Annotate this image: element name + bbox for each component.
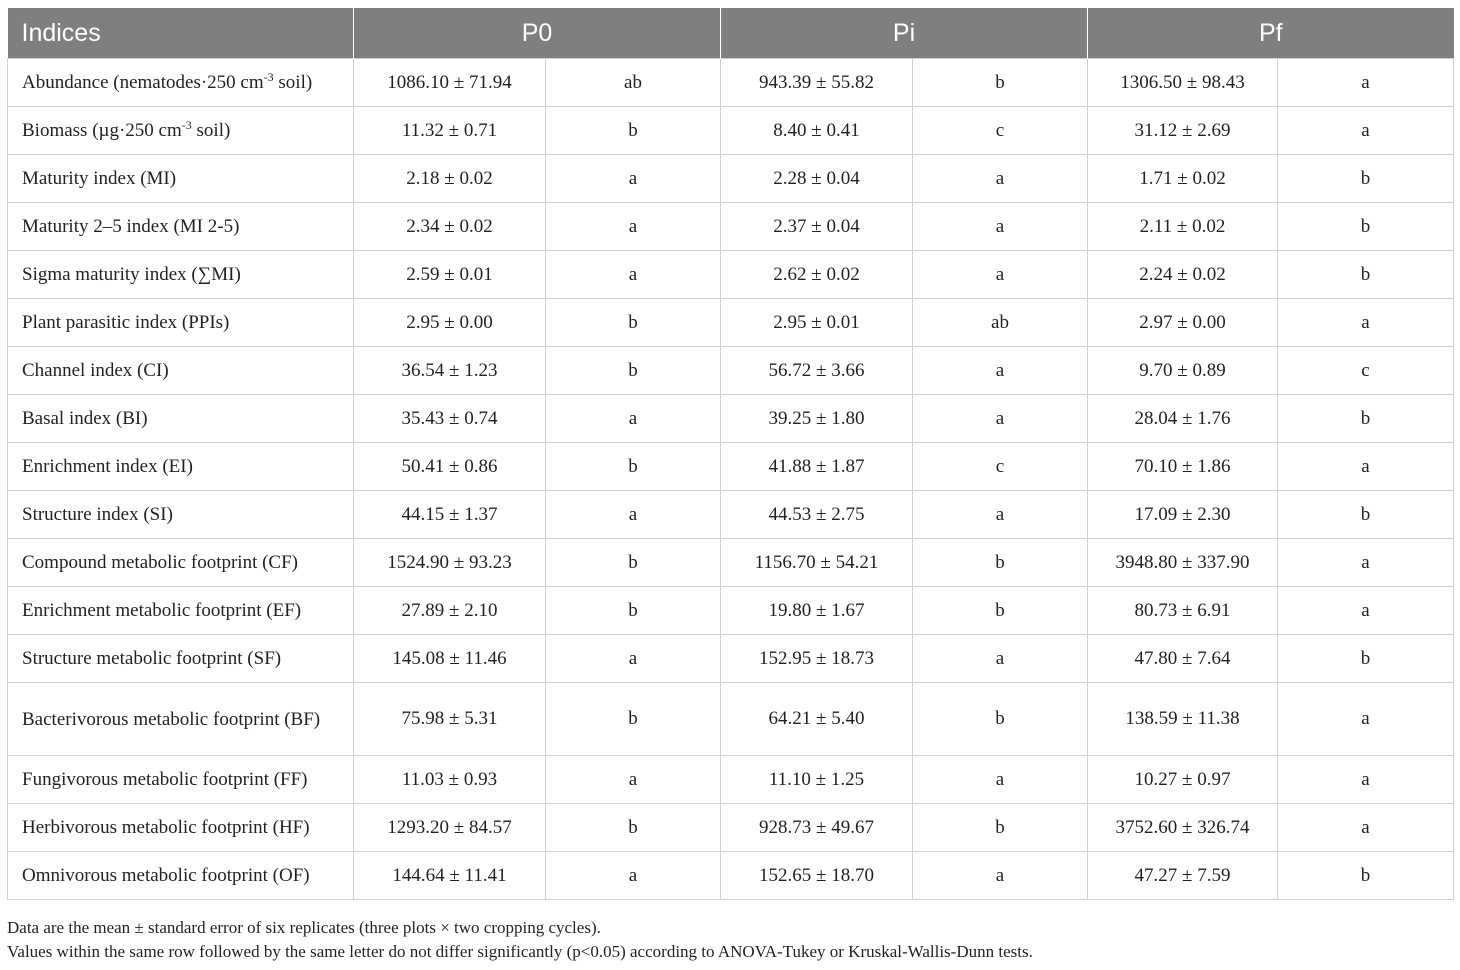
pf-value-cell: 31.12 ± 2.69: [1088, 107, 1278, 155]
table-row: [8, 587, 1454, 635]
p0-value-cell: 50.41 ± 0.86: [354, 443, 546, 491]
row-label: [8, 756, 354, 804]
pf-value-cell: 2.97 ± 0.00: [1088, 299, 1278, 347]
pi-value-cell: 152.95 ± 18.73: [721, 635, 913, 683]
row-label-text: Biomass (µg·250 cm: [22, 120, 182, 141]
p0-letter-cell: a: [546, 395, 721, 443]
pi-letter-cell: a: [913, 347, 1088, 395]
pi-value-cell: 64.21 ± 5.40: [721, 683, 913, 756]
row-label-text: Fungivorous metabolic footprint (FF): [22, 769, 308, 790]
header-pi: Pi: [721, 8, 1088, 59]
pf-value-cell: 10.27 ± 0.97: [1088, 756, 1278, 804]
pf-value-cell: 3752.60 ± 326.74: [1088, 804, 1278, 852]
table-row: [8, 491, 1454, 539]
row-label: [8, 347, 354, 395]
row-label-text: Abundance (nematodes·250 cm: [22, 72, 264, 93]
pf-letter-cell: a: [1278, 107, 1454, 155]
p0-value-cell: 2.59 ± 0.01: [354, 251, 546, 299]
pf-value-cell: 47.27 ± 7.59: [1088, 852, 1278, 900]
pi-letter-cell: b: [913, 683, 1088, 756]
p0-value-cell: 11.32 ± 0.71: [354, 107, 546, 155]
pf-value-cell: 17.09 ± 2.30: [1088, 491, 1278, 539]
row-label: [8, 395, 354, 443]
row-label-text: Plant parasitic index (PPIs): [22, 312, 230, 333]
table-row: [8, 59, 1454, 107]
pf-value-cell: 28.04 ± 1.76: [1088, 395, 1278, 443]
table-row: [8, 852, 1454, 900]
p0-letter-cell: b: [546, 107, 721, 155]
pi-letter-cell: a: [913, 203, 1088, 251]
p0-letter-cell: a: [546, 852, 721, 900]
row-label: [8, 491, 354, 539]
footnote-replicates: Data are the mean ± standard error of six replicates (three plots × two cropping cycles).: [7, 918, 601, 937]
pf-letter-cell: a: [1278, 443, 1454, 491]
p0-value-cell: 2.34 ± 0.02: [354, 203, 546, 251]
pi-value-cell: 19.80 ± 1.67: [721, 587, 913, 635]
row-label-text: Enrichment index (EI): [22, 456, 193, 477]
pi-letter-cell: a: [913, 756, 1088, 804]
table-row: [8, 251, 1454, 299]
pf-value-cell: 80.73 ± 6.91: [1088, 587, 1278, 635]
pf-letter-cell: a: [1278, 683, 1454, 756]
p0-letter-cell: b: [546, 299, 721, 347]
row-label-text: Structure index (SI): [22, 504, 173, 525]
table-row: [8, 756, 1454, 804]
p0-value-cell: 1086.10 ± 71.94: [354, 59, 546, 107]
table-row: [8, 299, 1454, 347]
row-label: [8, 683, 354, 756]
header-row: [8, 8, 1454, 59]
row-label: [8, 635, 354, 683]
footnote-significance: Values within the same row followed by the same letter do not differ significantly (p<0.05) according to ANOVA-Tukey or Kruskal-Wallis-Dunn tests.: [7, 942, 1033, 961]
p0-letter-cell: b: [546, 443, 721, 491]
pf-value-cell: 1.71 ± 0.02: [1088, 155, 1278, 203]
pi-letter-cell: ab: [913, 299, 1088, 347]
pi-value-cell: 11.10 ± 1.25: [721, 756, 913, 804]
pf-letter-cell: a: [1278, 804, 1454, 852]
table-row: [8, 804, 1454, 852]
pi-value-cell: 41.88 ± 1.87: [721, 443, 913, 491]
p0-letter-cell: b: [546, 683, 721, 756]
pi-value-cell: 2.62 ± 0.02: [721, 251, 913, 299]
pi-letter-cell: b: [913, 539, 1088, 587]
p0-letter-cell: a: [546, 635, 721, 683]
p0-value-cell: 11.03 ± 0.93: [354, 756, 546, 804]
pi-letter-cell: a: [913, 852, 1088, 900]
row-label: [8, 539, 354, 587]
pf-letter-cell: a: [1278, 539, 1454, 587]
row-label-text: Herbivorous metabolic footprint (HF): [22, 817, 310, 838]
pi-letter-cell: a: [913, 155, 1088, 203]
row-label: [8, 107, 354, 155]
p0-letter-cell: a: [546, 491, 721, 539]
p0-letter-cell: b: [546, 587, 721, 635]
pf-value-cell: 1306.50 ± 98.43: [1088, 59, 1278, 107]
row-label-text: Omnivorous metabolic footprint (OF): [22, 865, 310, 886]
pi-letter-cell: b: [913, 587, 1088, 635]
pi-letter-cell: b: [913, 59, 1088, 107]
pi-value-cell: 2.95 ± 0.01: [721, 299, 913, 347]
table-row: [8, 539, 1454, 587]
pf-letter-cell: a: [1278, 587, 1454, 635]
table-footnotes: [7, 916, 1033, 964]
pf-value-cell: 70.10 ± 1.86: [1088, 443, 1278, 491]
p0-value-cell: 145.08 ± 11.46: [354, 635, 546, 683]
table-row: [8, 155, 1454, 203]
pf-value-cell: 47.80 ± 7.64: [1088, 635, 1278, 683]
pi-value-cell: 943.39 ± 55.82: [721, 59, 913, 107]
pf-value-cell: 138.59 ± 11.38: [1088, 683, 1278, 756]
pi-value-cell: 152.65 ± 18.70: [721, 852, 913, 900]
header-p0: P0: [354, 8, 721, 59]
header-indices: Indices: [8, 8, 354, 59]
pi-letter-cell: c: [913, 107, 1088, 155]
p0-value-cell: 144.64 ± 11.41: [354, 852, 546, 900]
pf-value-cell: 9.70 ± 0.89: [1088, 347, 1278, 395]
p0-letter-cell: b: [546, 804, 721, 852]
p0-letter-cell: a: [546, 155, 721, 203]
row-label-text: Bacterivorous metabolic footprint (BF): [22, 708, 321, 730]
pi-letter-cell: a: [913, 251, 1088, 299]
pi-value-cell: 8.40 ± 0.41: [721, 107, 913, 155]
p0-value-cell: 36.54 ± 1.23: [354, 347, 546, 395]
pf-letter-cell: b: [1278, 491, 1454, 539]
row-label-superscript: -3: [263, 70, 274, 84]
row-label-text: Enrichment metabolic footprint (EF): [22, 600, 302, 621]
pf-letter-cell: a: [1278, 756, 1454, 804]
p0-value-cell: 75.98 ± 5.31: [354, 683, 546, 756]
p0-value-cell: 1524.90 ± 93.23: [354, 539, 546, 587]
row-label-tail: soil): [191, 120, 231, 141]
row-label-text: Maturity index (MI): [22, 168, 177, 189]
pf-letter-cell: a: [1278, 299, 1454, 347]
p0-letter-cell: b: [546, 347, 721, 395]
pi-value-cell: 56.72 ± 3.66: [721, 347, 913, 395]
table-row: [8, 347, 1454, 395]
p0-value-cell: 2.95 ± 0.00: [354, 299, 546, 347]
row-label-superscript: -3: [181, 118, 192, 132]
row-label-text: Maturity 2–5 index (MI 2-5): [22, 216, 240, 237]
pf-letter-cell: b: [1278, 155, 1454, 203]
p0-letter-cell: a: [546, 756, 721, 804]
pf-value-cell: 2.11 ± 0.02: [1088, 203, 1278, 251]
row-label: [8, 587, 354, 635]
pf-letter-cell: b: [1278, 852, 1454, 900]
row-label: [8, 443, 354, 491]
row-label-text: Channel index (CI): [22, 360, 169, 381]
pi-value-cell: 928.73 ± 49.67: [721, 804, 913, 852]
results-table: [7, 8, 1454, 900]
pi-letter-cell: a: [913, 635, 1088, 683]
pi-value-cell: 2.37 ± 0.04: [721, 203, 913, 251]
table-row: [8, 395, 1454, 443]
row-label: [8, 251, 354, 299]
row-label-tail: soil): [273, 72, 313, 93]
row-label-text: Compound metabolic footprint (CF): [22, 552, 299, 573]
row-label: [8, 852, 354, 900]
pf-value-cell: 3948.80 ± 337.90: [1088, 539, 1278, 587]
p0-value-cell: 35.43 ± 0.74: [354, 395, 546, 443]
pf-letter-cell: c: [1278, 347, 1454, 395]
pf-letter-cell: b: [1278, 635, 1454, 683]
table-row: [8, 635, 1454, 683]
row-label: [8, 155, 354, 203]
table-body: [8, 59, 1454, 900]
p0-value-cell: 1293.20 ± 84.57: [354, 804, 546, 852]
p0-value-cell: 44.15 ± 1.37: [354, 491, 546, 539]
header-pf: Pf: [1088, 8, 1454, 59]
pi-value-cell: 2.28 ± 0.04: [721, 155, 913, 203]
pf-value-cell: 2.24 ± 0.02: [1088, 251, 1278, 299]
pf-letter-cell: b: [1278, 203, 1454, 251]
p0-value-cell: 27.89 ± 2.10: [354, 587, 546, 635]
pi-letter-cell: a: [913, 491, 1088, 539]
row-label-text: Sigma maturity index (∑MI): [22, 264, 241, 285]
row-label-text: Structure metabolic footprint (SF): [22, 648, 282, 669]
pi-letter-cell: b: [913, 804, 1088, 852]
row-label: [8, 299, 354, 347]
p0-letter-cell: ab: [546, 59, 721, 107]
pi-value-cell: 39.25 ± 1.80: [721, 395, 913, 443]
p0-letter-cell: b: [546, 539, 721, 587]
pi-letter-cell: a: [913, 395, 1088, 443]
row-label: [8, 59, 354, 107]
p0-value-cell: 2.18 ± 0.02: [354, 155, 546, 203]
row-label: [8, 203, 354, 251]
pi-value-cell: 1156.70 ± 54.21: [721, 539, 913, 587]
p0-letter-cell: a: [546, 251, 721, 299]
pi-value-cell: 44.53 ± 2.75: [721, 491, 913, 539]
pi-letter-cell: c: [913, 443, 1088, 491]
row-label-text: Basal index (BI): [22, 408, 148, 429]
table-row: [8, 683, 1454, 756]
pf-letter-cell: b: [1278, 251, 1454, 299]
p0-letter-cell: a: [546, 203, 721, 251]
table-row: [8, 443, 1454, 491]
table-row: [8, 107, 1454, 155]
row-label: [8, 804, 354, 852]
pf-letter-cell: a: [1278, 59, 1454, 107]
pf-letter-cell: b: [1278, 395, 1454, 443]
table-row: [8, 203, 1454, 251]
